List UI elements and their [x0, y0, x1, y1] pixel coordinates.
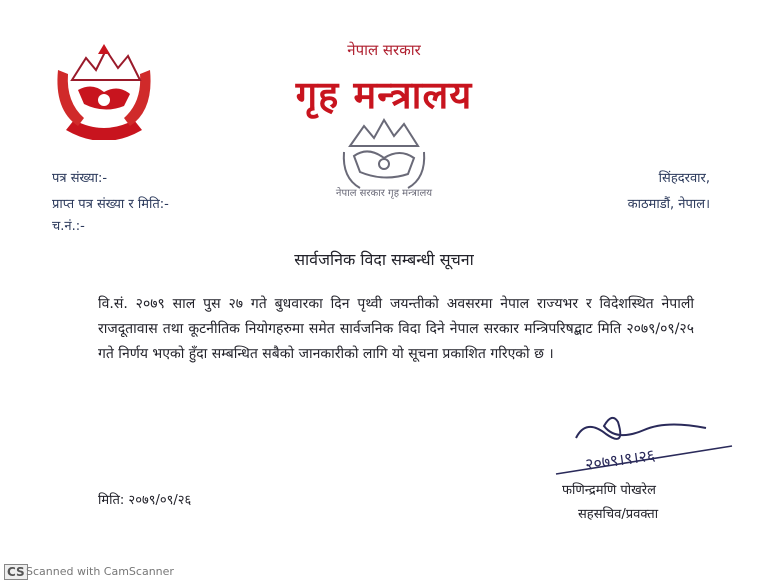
signature-icon — [546, 408, 736, 478]
stamp-text: नेपाल सरकार गृह मन्त्रालय — [335, 188, 433, 199]
received-letter-label: प्राप्त पत्र संख्या र मिति:- — [52, 197, 169, 212]
letter-number-label: पत्र संख्या:- — [52, 171, 108, 186]
address-line-2: काठमाडौं, नेपाल। — [627, 197, 710, 212]
government-heading: नेपाल सरकार — [347, 41, 421, 59]
signer-title: सहसचिव/प्रवक्ता — [578, 507, 659, 522]
notice-body: वि.सं. २०७९ साल पुस २७ गते बुधवारका दिन पृथ्वी जयन्तीको अवसरमा नेपाल राज्यभर र विदेशस्थित नेपाली राजदूतावास तथा कूटनीतिक नियोगहरुमा समेत सार्वजनिक विदा दिने नेपाल सरकार मन्त्रिपरिषद्बाट मिति २०७९/०९/२५ गते निर्णय भएको हुँदा सम्बन्धित सबैको जानकारीको लागि यो सूचना प्रकाशित गरिएको छ । — [98, 296, 694, 362]
scanner-watermark — [0, 560, 768, 586]
notice-title: सार्वजनिक विदा सम्बन्धी सूचना — [294, 250, 474, 269]
camscanner-text: Scanned with CamScanner — [26, 565, 174, 578]
camscanner-logo: CS — [4, 564, 28, 580]
ministry-heading: गृह मन्त्रालय — [295, 73, 473, 117]
dispatch-number-label: च.नं.:- — [52, 219, 85, 234]
signer-name: फणिन्द्रमणि पोखरेल — [562, 483, 656, 498]
address-line-1: सिंहदरवार, — [658, 171, 710, 186]
signature-date: २०७९।९।२६ — [583, 445, 657, 474]
nepal-emblem-icon — [48, 40, 160, 140]
ministry-stamp-icon — [328, 112, 440, 212]
issue-date: मिति: २०७९/०९/२६ — [98, 493, 192, 508]
